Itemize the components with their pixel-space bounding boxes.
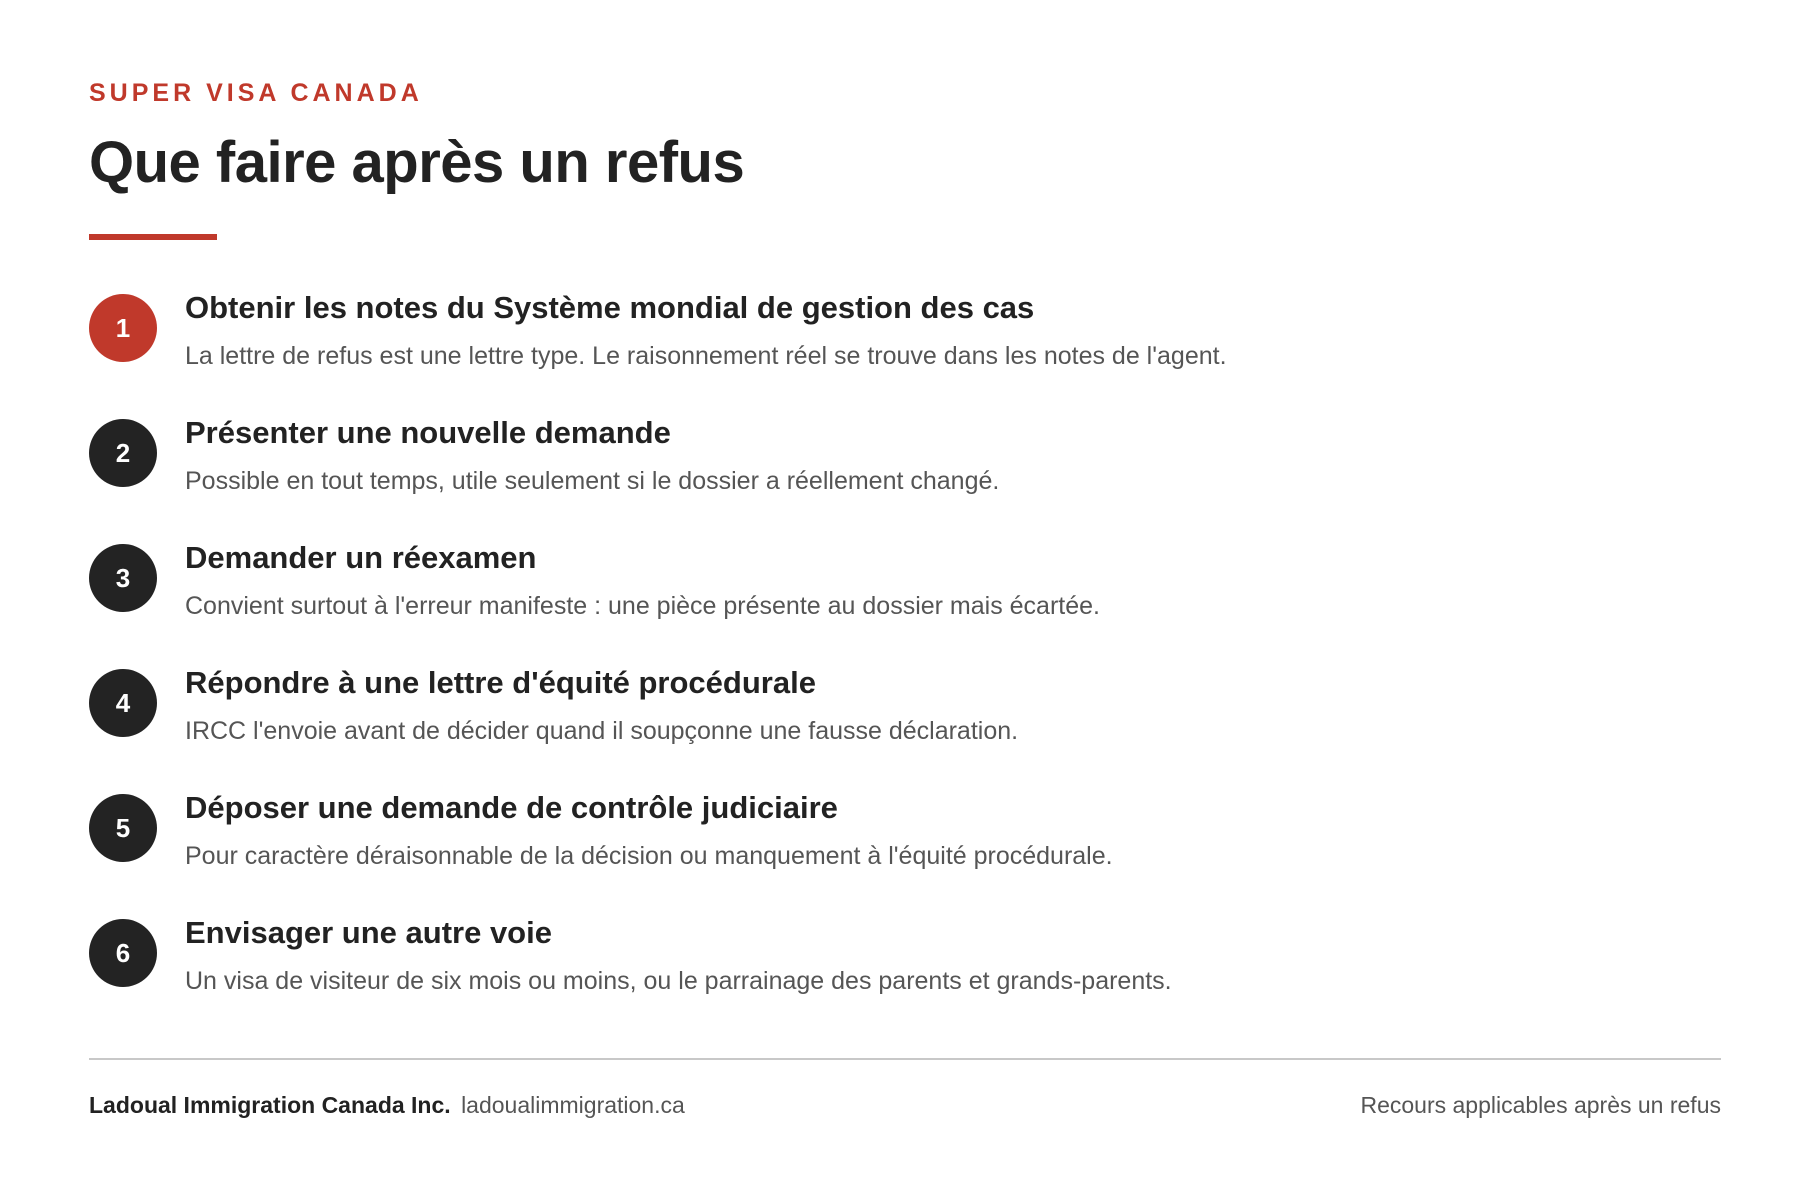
step-number-badge: 6: [89, 919, 157, 987]
step-title: Demander un réexamen: [185, 540, 537, 575]
step-title: Répondre à une lettre d'équité procédurale: [185, 665, 816, 700]
step-number-badge: 2: [89, 419, 157, 487]
company-name: Ladoual Immigration Canada Inc.: [89, 1092, 451, 1118]
step-item-1: [89, 290, 1721, 415]
step-item-3: [89, 540, 1721, 665]
step-item-5: [89, 790, 1721, 915]
step-item-2: [89, 415, 1721, 540]
steps-list: [89, 290, 1721, 1040]
website-text: ladoualimmigration.ca: [461, 1092, 685, 1118]
footer-credit: [89, 1090, 685, 1120]
step-description: Pour caractère déraisonnable de la décision ou manquement à l'équité procédurale.: [185, 842, 1113, 870]
step-description: Un visa de visiteur de six mois ou moins, ou le parrainage des parents et grands-parents.: [185, 967, 1172, 995]
eyebrow-label: SUPER VISA CANADA: [89, 79, 423, 107]
step-number-badge: 1: [89, 294, 157, 362]
step-title: Présenter une nouvelle demande: [185, 415, 671, 450]
title-accent-rule: [89, 234, 217, 240]
footer-divider: [89, 1058, 1721, 1060]
step-number-badge: 5: [89, 794, 157, 862]
step-number-badge: 3: [89, 544, 157, 612]
step-title: Envisager une autre voie: [185, 915, 552, 950]
step-number-badge: 4: [89, 669, 157, 737]
footer-caption: Recours applicables après un refus: [1360, 1092, 1721, 1118]
infographic-page: [89, 0, 1721, 1190]
step-description: IRCC l'envoie avant de décider quand il soupçonne une fausse déclaration.: [185, 717, 1019, 745]
step-description: Convient surtout à l'erreur manifeste : une pièce présente au dossier mais écartée.: [185, 592, 1100, 620]
step-item-4: [89, 665, 1721, 790]
page-title: Que faire après un refus: [89, 130, 745, 195]
step-title: Obtenir les notes du Système mondial de gestion des cas: [185, 290, 1035, 325]
step-description: Possible en tout temps, utile seulement si le dossier a réellement changé.: [185, 467, 1000, 495]
step-item-6: [89, 915, 1721, 1040]
step-title: Déposer une demande de contrôle judiciaire: [185, 790, 838, 825]
step-description: La lettre de refus est une lettre type. Le raisonnement réel se trouve dans les notes de l'agent.: [185, 342, 1227, 370]
